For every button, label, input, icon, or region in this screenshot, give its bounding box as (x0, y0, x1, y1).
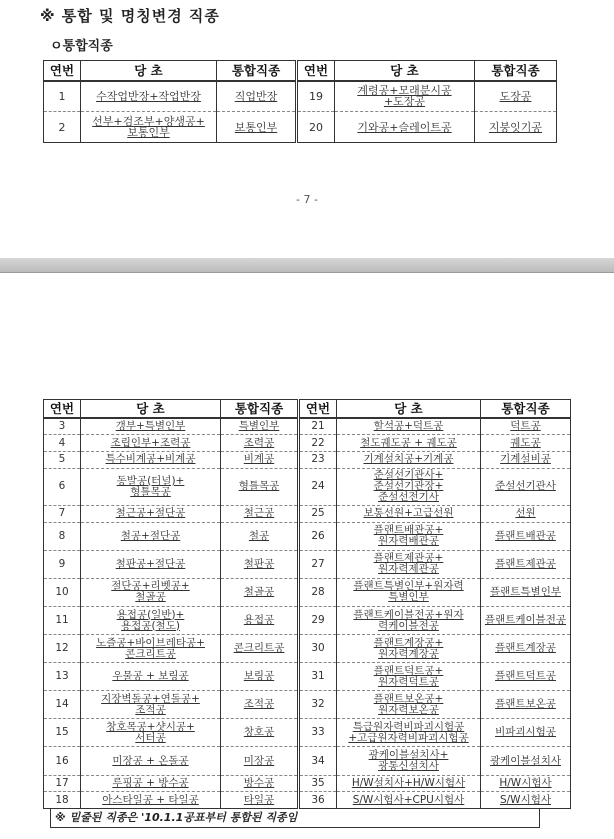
integrated-cell: 철공 (221, 522, 299, 550)
table-row (44, 506, 571, 523)
table-row (44, 775, 571, 792)
original-cell: 루핑공 + 방수공 (81, 775, 221, 792)
integrated-cell: 타일공 (221, 792, 299, 809)
header-integrated: 통합직종 (221, 400, 299, 419)
original-cell: S/W시험사+CPU시험사 (337, 792, 481, 809)
original-cell: 동발공(터널)+ 형틀목공 (81, 468, 221, 505)
original-cell: 플랜트덕트공+ 원자력덕트공 (337, 663, 481, 691)
header-integrated: 통합직종 (475, 61, 557, 81)
integrated-cell: 플랜트계장공 (481, 635, 571, 663)
page-break (0, 258, 614, 272)
serial-cell: 3 (44, 418, 81, 435)
integrated-cell: 기계설비공 (481, 452, 571, 469)
integrated-cell: 플랜트배관공 (481, 522, 571, 550)
header-original: 당 초 (81, 400, 221, 419)
original-cell: 기계설치공+기계공 (337, 452, 481, 469)
footnote: ※ 밑줄된 직종은 '10.1.1공표부터 통합된 직종임 (50, 809, 540, 828)
original-cell: 특수비계공+비계공 (81, 452, 221, 469)
serial-cell: 32 (299, 691, 337, 719)
integrated-cell: 비파괴시험공 (481, 719, 571, 747)
serial-cell: 21 (299, 418, 337, 435)
table-row (44, 663, 571, 691)
serial-cell: 5 (44, 452, 81, 469)
serial-cell: 19 (297, 81, 335, 112)
integrated-cell: 창호공 (221, 719, 299, 747)
original-cell: 지장벽돌공+연돌공+ 조적공 (81, 691, 221, 719)
integrated-cell: 조력공 (221, 435, 299, 452)
integrated-cell: 선원 (481, 506, 571, 523)
serial-cell: 35 (299, 775, 337, 792)
header-integrated: 통합직종 (217, 61, 297, 81)
original-cell: 미장공 + 온돌공 (81, 747, 221, 775)
integrated-cell: 궤도공 (481, 435, 571, 452)
integrated-cell: 플랜트보온공 (481, 691, 571, 719)
serial-cell: 15 (44, 719, 81, 747)
original-cell: 우물공 + 보링공 (81, 663, 221, 691)
serial-cell: 20 (297, 112, 335, 143)
integrated-cell: H/W시험사 (481, 775, 571, 792)
integrated-cell: 방수공 (221, 775, 299, 792)
integrated-cell: 준설선기관사 (481, 468, 571, 505)
serial-cell: 26 (299, 522, 337, 550)
table-row (44, 418, 571, 435)
integrated-cell: 미장공 (221, 747, 299, 775)
integrated-cell: 보링공 (221, 663, 299, 691)
table-row (44, 522, 571, 550)
header-serial: 연번 (44, 400, 81, 419)
serial-cell: 8 (44, 522, 81, 550)
integrated-cell: 철골공 (221, 578, 299, 606)
serial-cell: 27 (299, 550, 337, 578)
integrated-occupations-table-page8 (43, 399, 571, 809)
serial-cell: 23 (299, 452, 337, 469)
table-row (44, 635, 571, 663)
original-cell: 절단공+리벳공+ 철골공 (81, 578, 221, 606)
table-row (44, 607, 571, 635)
integrated-cell: 플랜트특별인부 (481, 578, 571, 606)
serial-cell: 2 (44, 112, 81, 143)
serial-cell: 9 (44, 550, 81, 578)
integrated-cell: 비계공 (221, 452, 299, 469)
table-row (44, 691, 571, 719)
serial-cell: 30 (299, 635, 337, 663)
integrated-cell: 보통인부 (217, 112, 297, 143)
original-cell: 특급원자력비파괴시험공 +고급원자력비파괴시험공 (337, 719, 481, 747)
original-cell: 창호목공+샷시공+ 서터공 (81, 719, 221, 747)
serial-cell: 24 (299, 468, 337, 505)
integrated-cell: 조적공 (221, 691, 299, 719)
header-serial: 연번 (44, 61, 81, 81)
serial-cell: 1 (44, 81, 81, 112)
original-cell: 플랜트배관공+ 원자력배관공 (337, 522, 481, 550)
original-cell: 계령공+모래분시공 +도장공 (335, 81, 475, 112)
original-cell: 아스타일공 + 타일공 (81, 792, 221, 809)
table-header-row (44, 400, 571, 419)
serial-cell: 14 (44, 691, 81, 719)
original-cell: 철판공+절단공 (81, 550, 221, 578)
serial-cell: 7 (44, 506, 81, 523)
header-original: 당 초 (335, 61, 475, 81)
original-cell: 플랜트제관공+ 원자력제관공 (337, 550, 481, 578)
serial-cell: 11 (44, 607, 81, 635)
integrated-cell: 플랜트케이블전공 (481, 607, 571, 635)
original-cell: 플랜트케이블전공+원자 력케이블전공 (337, 607, 481, 635)
integrated-cell: 콘크리트공 (221, 635, 299, 663)
table-row (44, 550, 571, 578)
original-cell: 선부+검조부+양생공+ 보통인부 (81, 112, 217, 143)
serial-cell: 18 (44, 792, 81, 809)
serial-cell: 16 (44, 747, 81, 775)
section-subtitle: ㅇ통합직종 (50, 39, 113, 54)
original-cell: 보통선원+고급선원 (337, 506, 481, 523)
original-cell: 철도궤도공 + 궤도공 (337, 435, 481, 452)
serial-cell: 29 (299, 607, 337, 635)
original-cell: 준설선기관사+ 준설선기관장+ 준설선전기사 (337, 468, 481, 505)
original-cell: 철공+절단공 (81, 522, 221, 550)
table-row (44, 435, 571, 452)
original-cell: 기와공+슬레이트공 (335, 112, 475, 143)
original-cell: H/W설치사+H/W시험사 (337, 775, 481, 792)
section-title: ※ 통합 및 명칭변경 직종 (40, 7, 220, 25)
integrated-cell: 형틀목공 (221, 468, 299, 505)
original-cell: 수작업반장+작업반장 (81, 81, 217, 112)
serial-cell: 12 (44, 635, 81, 663)
serial-cell: 13 (44, 663, 81, 691)
serial-cell: 33 (299, 719, 337, 747)
page-break-line (0, 272, 614, 273)
serial-cell: 17 (44, 775, 81, 792)
serial-cell: 34 (299, 747, 337, 775)
original-cell: 플랜트계장공+ 원자력계장공 (337, 635, 481, 663)
table-row (44, 578, 571, 606)
integrated-cell: S/W시험사 (481, 792, 571, 809)
original-cell: 할석공+덕트공 (337, 418, 481, 435)
page-number: - 7 - (296, 193, 318, 206)
header-serial: 연번 (299, 400, 337, 419)
original-cell: 플랜트보온공+ 원자력보온공 (337, 691, 481, 719)
original-cell: 노즐공+바이브레타공+ 콘크리트공 (81, 635, 221, 663)
integrated-cell: 용접공 (221, 607, 299, 635)
serial-cell: 36 (299, 792, 337, 809)
table-row (44, 719, 571, 747)
original-cell: 플랜트특별인부+원자력 특별인부 (337, 578, 481, 606)
header-integrated: 통합직종 (481, 400, 571, 419)
table-row (44, 452, 571, 469)
integrated-cell: 철판공 (221, 550, 299, 578)
serial-cell: 25 (299, 506, 337, 523)
original-cell: 용접공(일반)+ 용접공(철도) (81, 607, 221, 635)
integrated-cell: 지붕잇기공 (475, 112, 557, 143)
integrated-occupations-table-page7 (43, 60, 557, 143)
integrated-cell: 덕트공 (481, 418, 571, 435)
integrated-cell: 플랜트덕트공 (481, 663, 571, 691)
integrated-cell: 플랜트제관공 (481, 550, 571, 578)
table-row (44, 792, 571, 809)
original-cell: 갱부+특별인부 (81, 418, 221, 435)
serial-cell: 22 (299, 435, 337, 452)
header-original: 당 초 (81, 61, 217, 81)
serial-cell: 10 (44, 578, 81, 606)
original-cell: 조립인부+조력공 (81, 435, 221, 452)
table-header-row (44, 61, 557, 81)
original-cell: 광케이블설치사+ 광통신설치사 (337, 747, 481, 775)
integrated-cell: 광케이블설치사 (481, 747, 571, 775)
integrated-cell: 철근공 (221, 506, 299, 523)
header-original: 당 초 (337, 400, 481, 419)
serial-cell: 6 (44, 468, 81, 505)
integrated-cell: 도장공 (475, 81, 557, 112)
serial-cell: 4 (44, 435, 81, 452)
table-row (44, 468, 571, 505)
original-cell: 철근공+절단공 (81, 506, 221, 523)
header-serial: 연번 (297, 61, 335, 81)
table-row (44, 747, 571, 775)
table-row (44, 112, 557, 143)
integrated-cell: 직업반장 (217, 81, 297, 112)
integrated-cell: 특별인부 (221, 418, 299, 435)
serial-cell: 28 (299, 578, 337, 606)
serial-cell: 31 (299, 663, 337, 691)
table-row (44, 81, 557, 112)
